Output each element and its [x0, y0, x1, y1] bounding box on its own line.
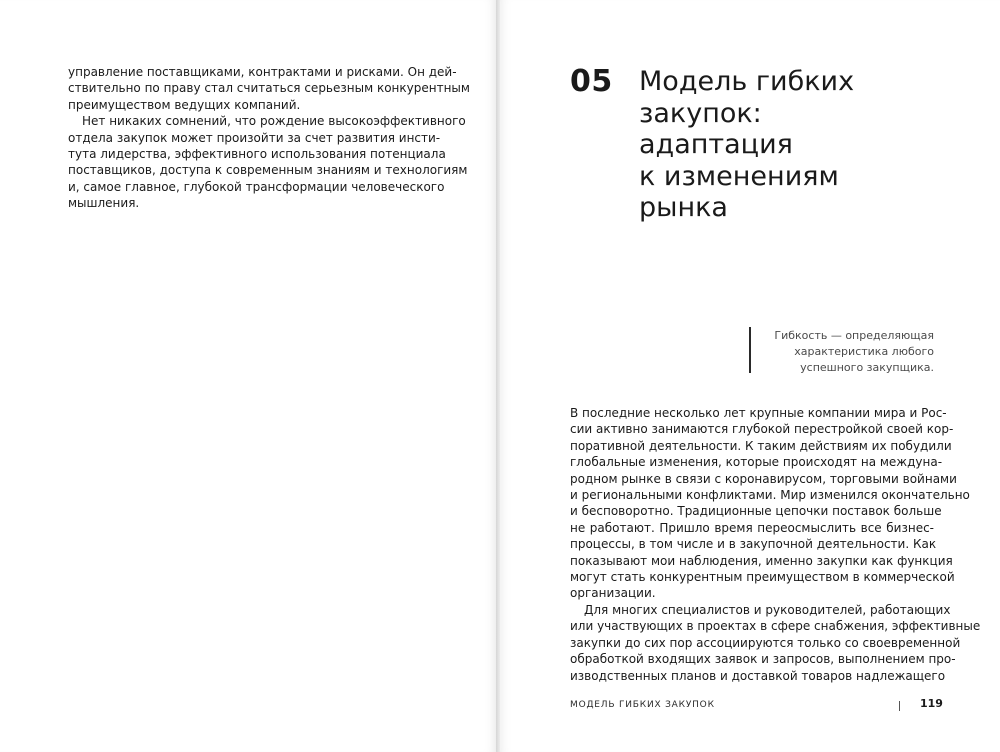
text-line: В последние несколько лет крупные компании мира и Рос- — [570, 406, 947, 420]
text-line: Для многих специалистов и руководителей, работающих — [584, 602, 951, 617]
chapter-title-line: адаптация — [639, 129, 793, 160]
text-line: поставщиков, доступа к современным знаниям и технологиям — [68, 163, 468, 178]
text-line: процессы, в том числе и в закупочной деятельности. Как — [570, 537, 937, 552]
chapter-title — [639, 66, 939, 224]
chapter-number: 05 — [570, 64, 613, 99]
text-line: Нет никаких сомнений, что рождение высокоэффективного — [82, 114, 466, 129]
text-line: сии активно занимаются глубокой перестройкой своей кор- — [570, 422, 954, 437]
epigraph-line: характеристика любого — [794, 345, 934, 358]
text-line: изводственных планов и доставкой товаров надлежащего — [570, 668, 946, 683]
chapter-title-line: к изменениям — [639, 160, 839, 192]
chapter-title-line: рынка — [639, 192, 728, 223]
text-line: отдела закупок может произойти за счет развития инсти- — [68, 130, 441, 145]
text-line: поративной деятельности. К таким действиям их побудили — [570, 438, 952, 453]
text-line: и, самое главное, глубокой трансформации человеческого — [68, 179, 445, 194]
chapter-title-line: закупок: — [639, 97, 762, 129]
page-number: 119 — [920, 697, 943, 710]
text-line: тута лидерства, эффективного использования потенциала — [68, 147, 446, 162]
text-line: родном рынке в связи с коронавирусом, торговыми войнами — [570, 471, 957, 486]
epigraph-line: Гибкость — определяющая — [774, 329, 934, 342]
right-page-text — [570, 405, 981, 684]
text-line: закупки до сих пор ассоциируются только со своевременной — [570, 635, 961, 650]
left-page — [0, 0, 496, 752]
text-line: обработкой входящих заявок и запросов, выполнением про- — [570, 652, 956, 667]
epigraph-line: успешного закупщика. — [800, 361, 934, 374]
text-line: могут стать конкурентным преимуществом в коммерческой — [570, 570, 955, 585]
text-line: или участвующих в проектах в сфере снабжения, эффективные — [570, 619, 981, 634]
chapter-title-line: Модель гибких — [639, 66, 855, 97]
text-line: преимуществом ведущих компаний. — [68, 97, 301, 112]
epigraph — [762, 328, 934, 376]
text-line: мышления. — [68, 196, 140, 211]
text-line: и региональными конфликтами. Мир изменился окончательно — [570, 488, 970, 503]
left-page-text — [68, 64, 470, 212]
text-line: ствительно по праву стал считаться серьезным конкурентным — [68, 81, 470, 96]
text-line: организации. — [570, 586, 656, 601]
text-line: и бесповоротно. Традиционные цепочки поставок больше — [570, 504, 942, 519]
footer-divider — [899, 701, 900, 711]
epigraph-rule — [749, 327, 751, 373]
text-line: глобальные изменения, которые происходят на междуна- — [570, 455, 943, 470]
text-line: управление поставщиками, контрактами и рисками. Он дей- — [68, 65, 457, 79]
running-head: МОДЕЛЬ ГИБКИХ ЗАКУПОК — [570, 700, 715, 710]
right-page — [500, 0, 1000, 752]
text-line: показывают мои наблюдения, именно закупки как функция — [570, 553, 953, 568]
text-line: не работают. Пришло время переосмыслить все бизнес- — [570, 520, 934, 535]
